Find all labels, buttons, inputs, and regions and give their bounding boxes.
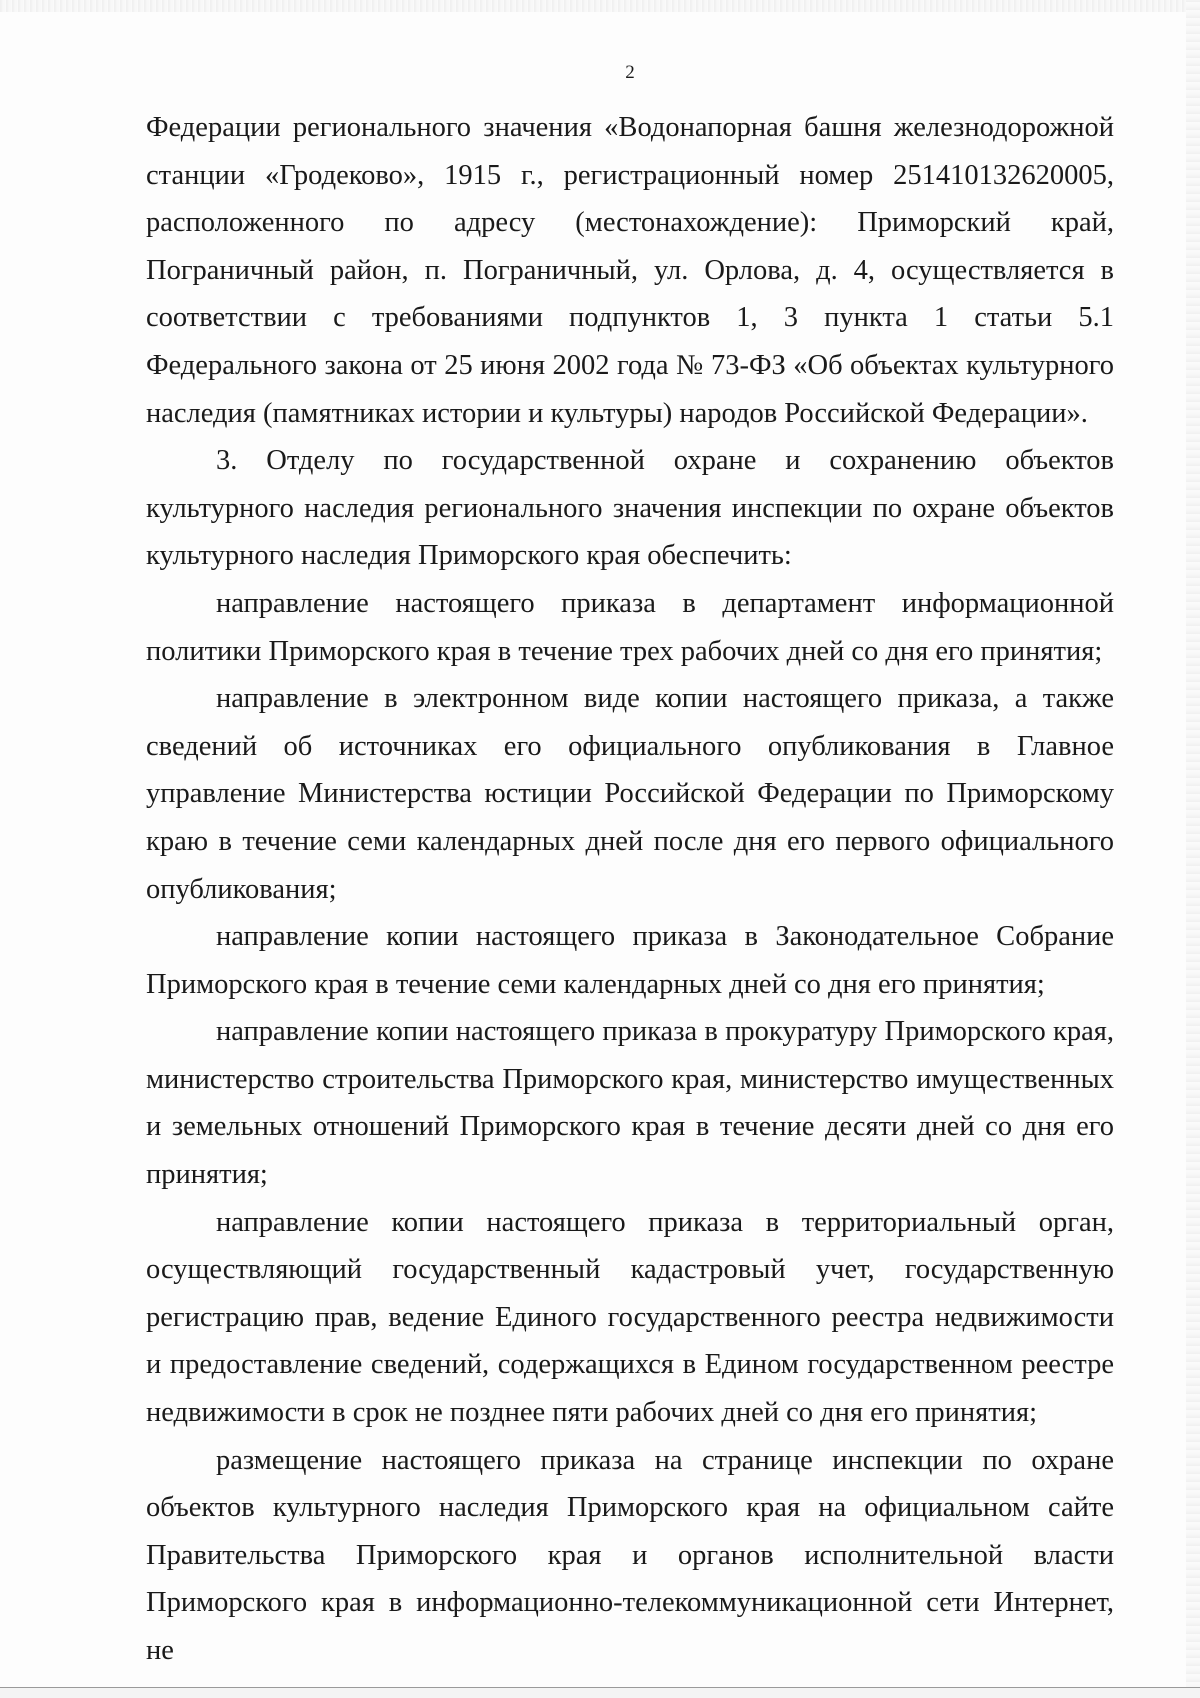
page-number: 2 [625,62,635,83]
paragraph-duty-info-policy: направление настоящего приказа в департамент информационной политики Приморского края в течение трех рабочих дней со дня его принятия; [146,587,1114,667]
paragraph-item-3: 3. Отделу по государственной охране и сохранению объектов культурного наследия регионального значения инспекции по охране объектов культурного наследия Приморского края обеспечить: [146,445,1114,572]
scan-edge-top [0,0,1200,12]
paragraph-duty-justice-ministry: направление в электронном виде копии настоящего приказа, а также сведений об источниках его официального опубликования в Главное управление Министерства юстиции Российской Федерации по Приморскому краю в течение семи календарных дней после дня его первого официального опубликования; [146,683,1114,905]
paragraph-duty-cadastre: направление копии настоящего приказа в территориальный орган, осуществляющий государственный кадастровый учет, государственную регистрацию прав, ведение Единого государственного реестра недвижимости и предоставление сведений, содержащихся в Едином государственном реестре недвижимости в срок не позднее пяти рабочих дней со дня его принятия; [146,1206,1114,1429]
scan-edge-bottom [0,1687,1200,1698]
paragraph-duty-prosecutor: направление копии настоящего приказа в прокуратуру Приморского края, министерство строительства Приморского края, министерство имущественных и земельных отношений Приморского края в течение десяти дней со дня его принятия; [146,1016,1114,1191]
paragraph-duty-website: размещение настоящего приказа на странице инспекции по охране объектов культурного наследия Приморского края на официальном сайте Правительства Приморского края и органов исполнительной власти Приморского края в информационно-телекоммуникационной сети Интернет, не [146,1444,1114,1666]
paragraph-continuation: Федерации регионального значения «Водонапорная башня железнодорожной станции «Гродеково», 1915 г., регистрационный номер 251410132620005, расположенного по адресу (местонахождение): Приморский край, Пограничный район, п. Пограничный, ул. Орлова, д. 4, осуществляется в соответствии с требованиями подпунктов 1, 3 пункта 1 статьи 5.1 Федерального закона от 25 июня 2002 года № 73-ФЗ «Об объектах культурного наследия (памятниках истории и культуры) народов Российской Федерации». [146,112,1114,429]
scan-edge-right [1186,0,1200,1698]
paragraph-duty-legislative-assembly: направление копии настоящего приказа в Законодательное Собрание Приморского края в течение семи календарных дней со дня его принятия; [146,921,1114,1000]
document-body [146,104,1114,1675]
